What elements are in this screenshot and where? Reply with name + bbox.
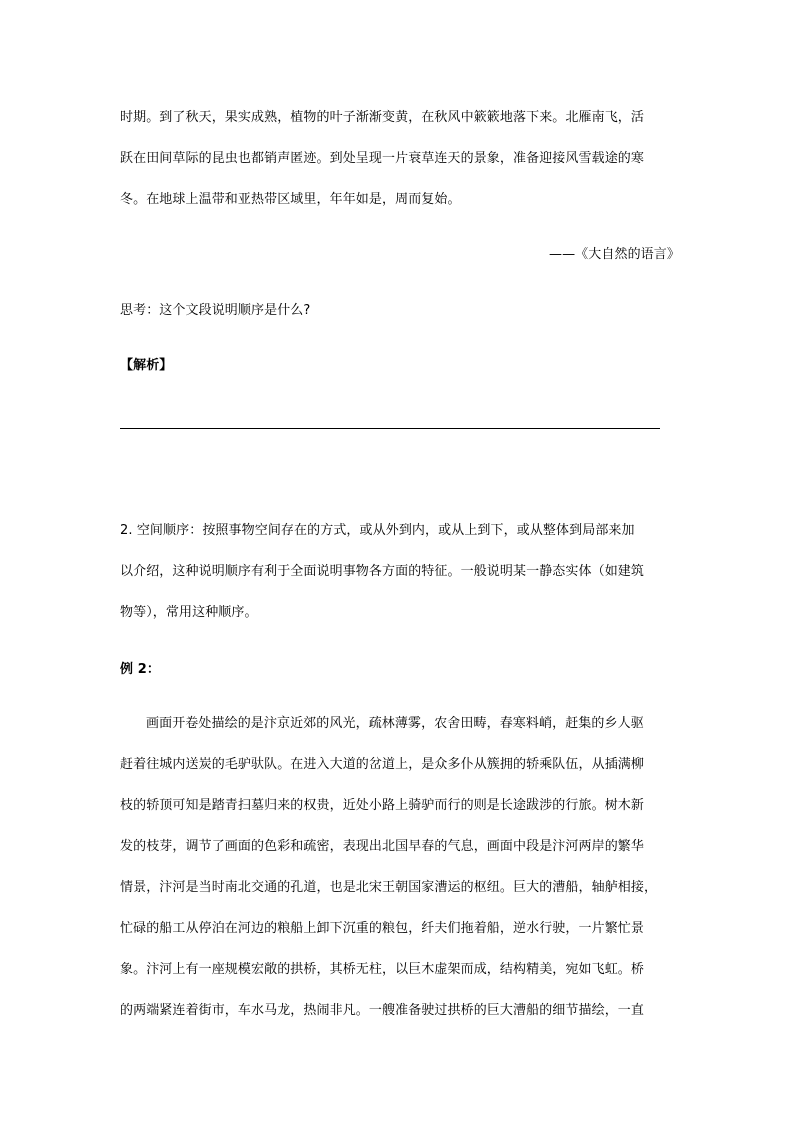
paragraph-line: 的两端紧连着街市，车水马龙，热闹非凡。一艘准备驶过拱桥的巨大漕船的细节描绘，一直: [120, 1003, 645, 1018]
paragraph-line: 时期。到了秋天，果实成熟，植物的叶子渐渐变黄，在秋风中簌簌地落下来。北雁南飞，活: [120, 110, 645, 125]
paragraph-line: 象。汴河上有一座规模宏敞的拱桥，其桥无柱，以巨木虚架而成，结构精美，宛如飞虹。桥: [120, 962, 645, 977]
source-citation: ——《大自然的语言》: [548, 247, 680, 262]
paragraph-line: 冬。在地球上温带和亚热带区域里，年年如是，周而复始。: [120, 192, 461, 207]
analysis-heading: 【解析】: [120, 358, 173, 373]
answer-line: [120, 428, 660, 429]
question-text: 思考：这个文段说明顺序是什么?: [120, 303, 311, 318]
paragraph-line: 忙碌的船工从停泊在河边的粮船上卸下沉重的粮包，纤夫们拖着船，逆水行驶，一片繁忙景: [120, 921, 645, 936]
paragraph-line: 物等），常用这种顺序。: [120, 605, 258, 620]
paragraph-line: 以介绍，这种说明顺序有利于全面说明事物各方面的特征。一般说明某一静态实体（如建筑: [120, 564, 645, 579]
paragraph-line: 情景，汴河是当时南北交通的孔道，也是北宋王朝国家漕运的枢纽。巨大的漕船，轴舻相接，: [120, 880, 658, 895]
paragraph-line: 发的枝芽，调节了画面的色彩和疏密，表现出北国早春的气息，画面中段是汴河两岸的繁华: [120, 839, 645, 854]
paragraph-line: 画面开卷处描绘的是汴京近郊的风光，疏林薄雾，农舍田畴，春寒料峭，赶集的乡人驱: [146, 716, 644, 731]
paragraph-line: 枝的轿顶可知是踏青扫墓归来的权贵，近处小路上骑驴而行的则是长途跋涉的行旅。树木新: [120, 798, 645, 813]
example-heading: 例 2：: [120, 662, 160, 677]
paragraph-line: 2. 空间顺序：按照事物空间存在的方式，或从外到内，或从上到下，或从整体到局部来加: [120, 523, 635, 538]
paragraph-line: 赶着往城内送炭的毛驴驮队。在进入大道的岔道上，是众多仆从簇拥的轿乘队伍，从插满柳: [120, 757, 645, 772]
paragraph-line: 跃在田间草际的昆虫也都销声匿迹。到处呈现一片衰草连天的景象，准备迎接风雪载途的寒: [120, 151, 645, 166]
